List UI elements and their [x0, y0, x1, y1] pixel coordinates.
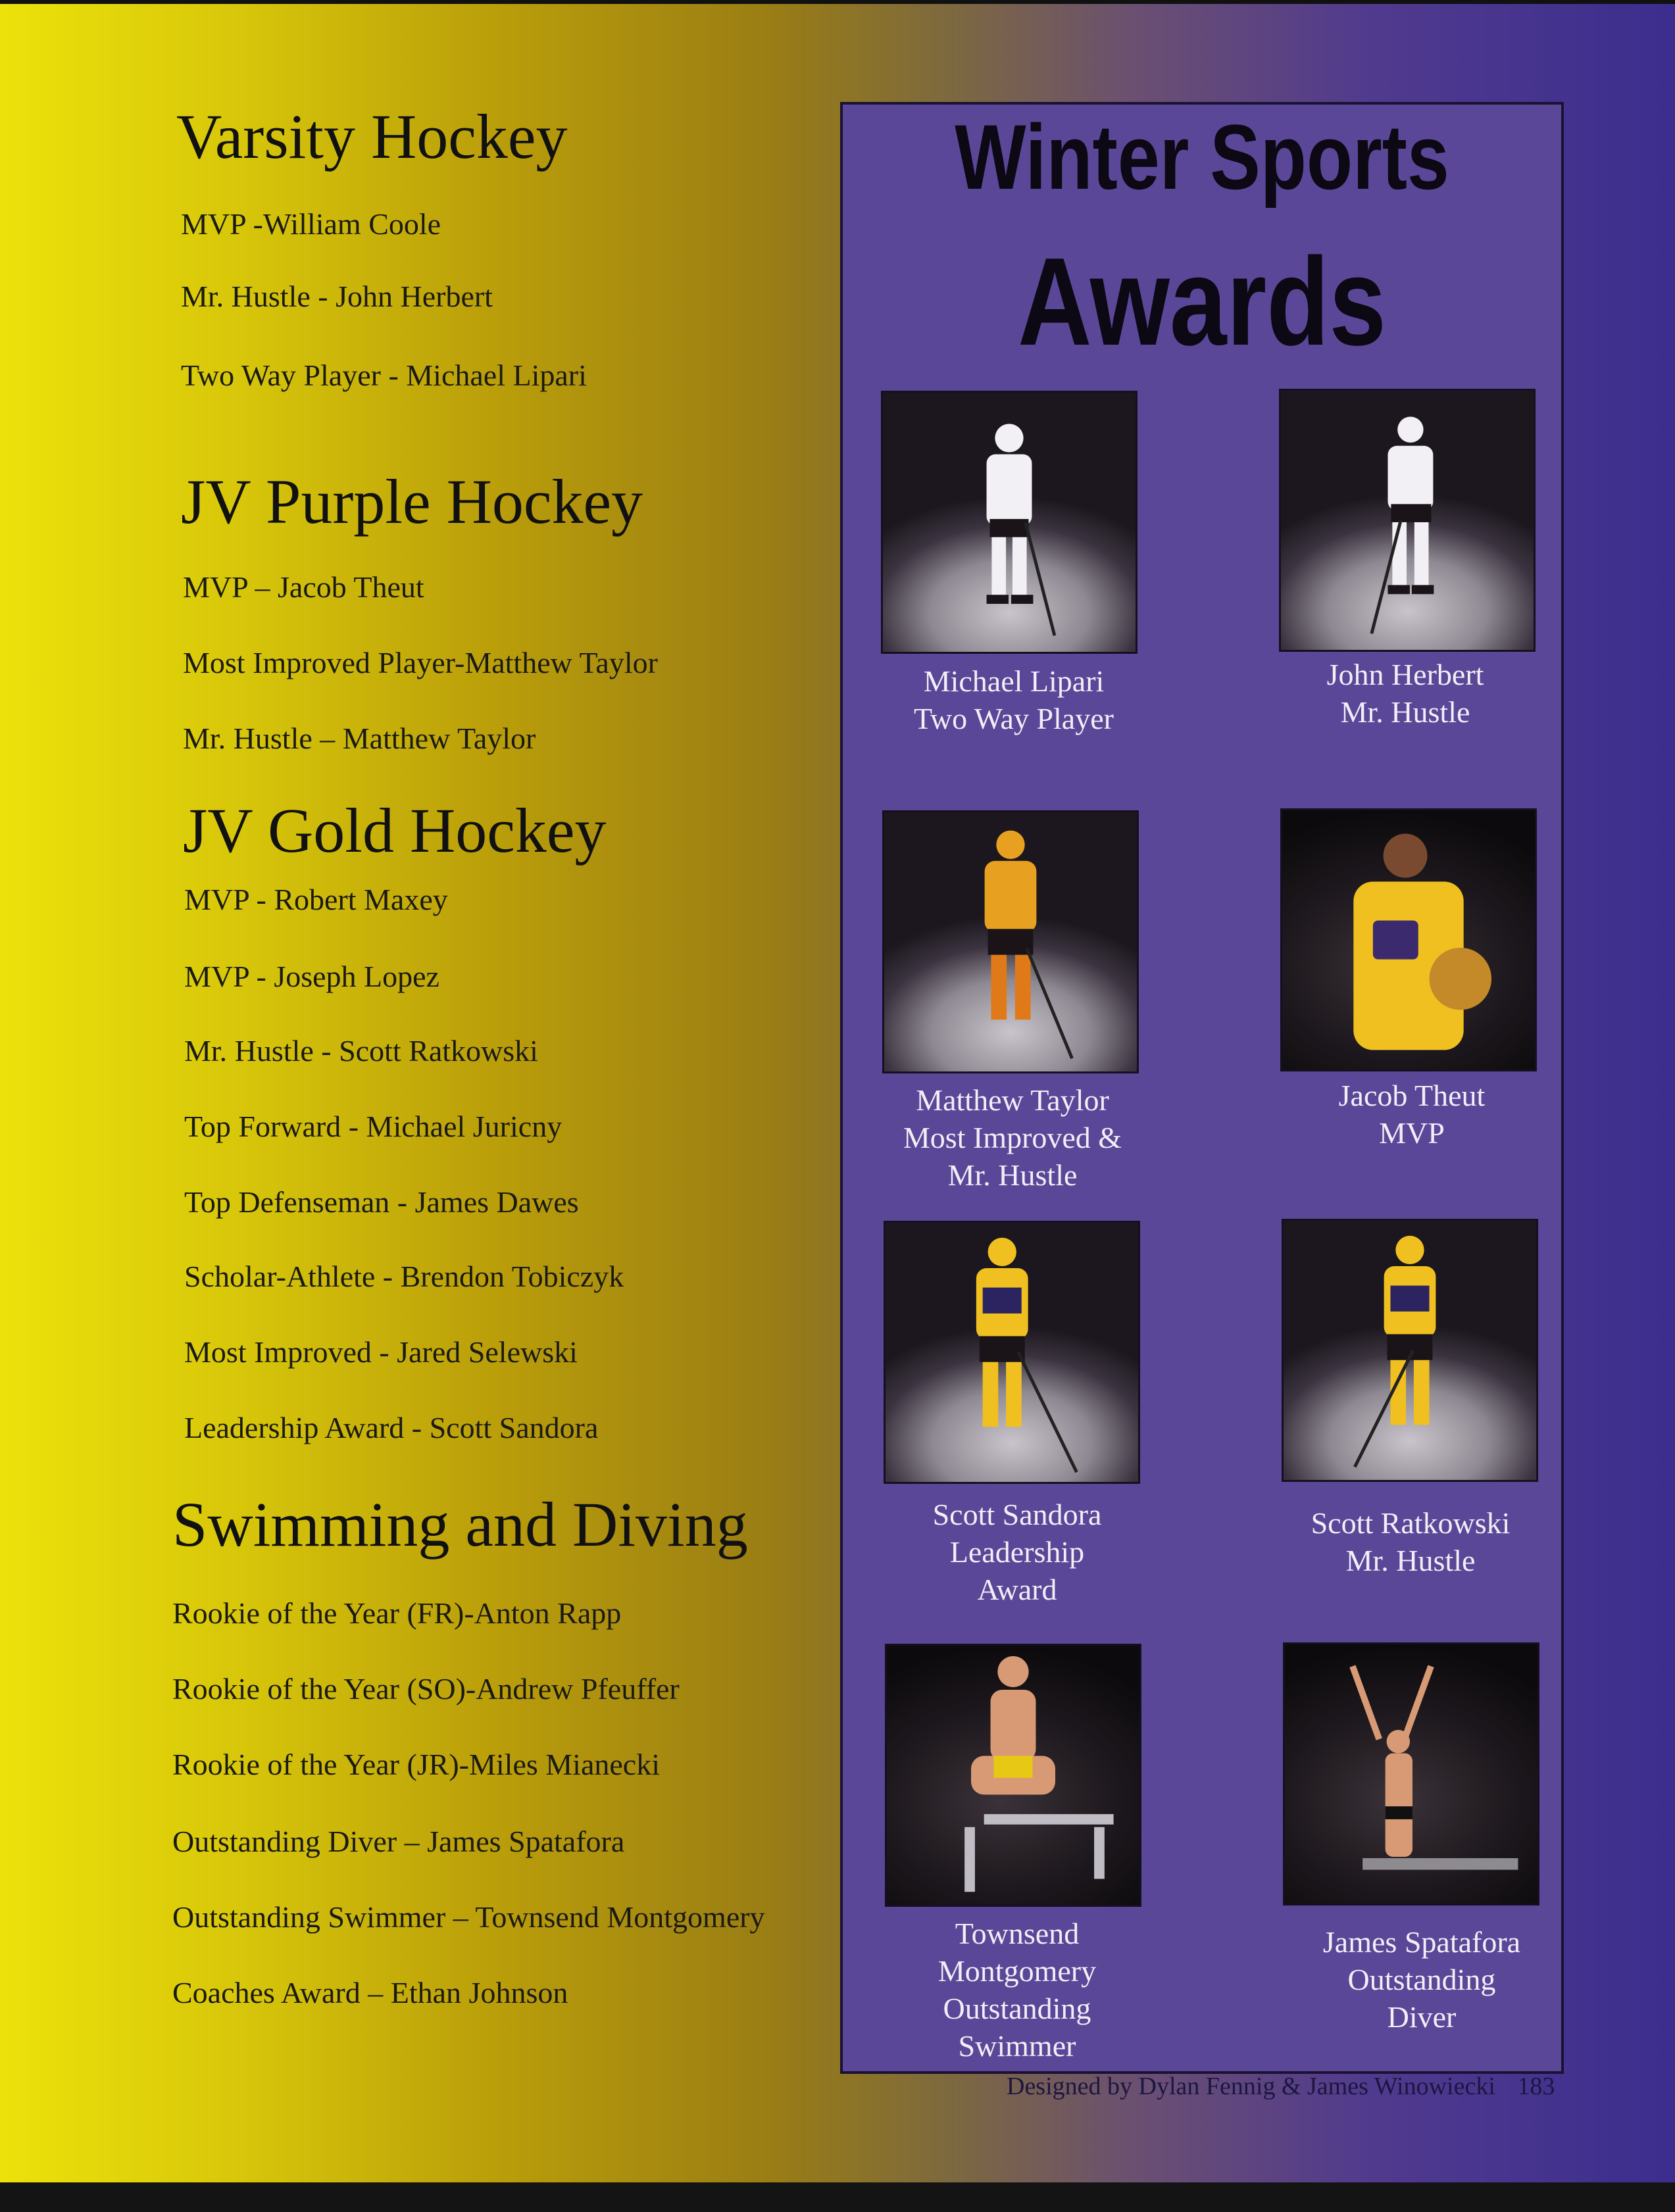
- athlete-photo: [882, 810, 1139, 1073]
- athlete-photo: [1279, 389, 1536, 652]
- photo-caption: Matthew Taylor Most Improved & Mr. Hustle: [903, 1083, 1122, 1192]
- award-line: Rookie of the Year (SO)-Andrew Pfeuffer: [172, 1672, 680, 1706]
- designer-credit: [1007, 2072, 1555, 2101]
- award-line: Top Forward - Michael Juricny: [184, 1110, 562, 1143]
- award-line: Outstanding Swimmer – Townsend Montgomery: [172, 1900, 765, 1934]
- award-line: MVP – Jacob Theut: [183, 570, 424, 604]
- photo-caption: Townsend Montgomery Outstanding Swimmer: [938, 1917, 1097, 2063]
- photo-caption: Scott Sandora Leadership Award: [932, 1498, 1102, 1606]
- award-line: Rookie of the Year (FR)-Anton Rapp: [172, 1596, 622, 1630]
- award-line: Rookie of the Year (JR)-Miles Mianecki: [172, 1748, 660, 1781]
- award-line: Scholar-Athlete - Brendon Tobiczyk: [184, 1260, 624, 1293]
- photo-caption: James Spatafora Outstanding Diver: [1322, 1925, 1521, 2034]
- photo-caption: Jacob Theut MVP: [1338, 1079, 1486, 1150]
- athlete-photo: [885, 1644, 1141, 1907]
- athlete-photo: [1282, 1219, 1538, 1482]
- award-line: Mr. Hustle - Scott Ratkowski: [184, 1034, 538, 1068]
- award-line: Most Improved - Jared Selewski: [184, 1335, 578, 1369]
- bottom-edge: [0, 2182, 1675, 2212]
- top-edge: [0, 0, 1675, 4]
- panel-title-line-2: Awards: [1018, 232, 1386, 372]
- award-line: Mr. Hustle - John Herbert: [181, 280, 493, 313]
- award-line: MVP - Joseph Lopez: [184, 960, 439, 993]
- award-line: MVP -William Coole: [181, 207, 441, 241]
- athlete-photo: [881, 391, 1138, 654]
- photo-caption: Michael Lipari Two Way Player: [914, 664, 1114, 735]
- section-title-jv-purple-hockey: JV Purple Hockey: [181, 466, 643, 537]
- athlete-photo: [884, 1221, 1140, 1484]
- award-line: Two Way Player - Michael Lipari: [181, 358, 587, 392]
- credit-text: Designed by Dylan Fennig & James Winowiecki: [1007, 2073, 1495, 2100]
- photo-caption: Scott Ratkowski Mr. Hustle: [1311, 1506, 1511, 1577]
- award-line: Outstanding Diver – James Spatafora: [172, 1825, 625, 1858]
- athlete-photo: [1280, 808, 1537, 1071]
- section-title-swimming-and-diving: Swimming and Diving: [172, 1489, 748, 1560]
- photo-caption: John Herbert Mr. Hustle: [1326, 658, 1484, 729]
- award-line: Most Improved Player-Matthew Taylor: [183, 646, 658, 679]
- athlete-photo: [1283, 1642, 1539, 1905]
- award-line: Coaches Award – Ethan Johnson: [172, 1976, 568, 2009]
- panel-title-line-1: Winter Sports: [955, 105, 1449, 209]
- section-title-jv-gold-hockey: JV Gold Hockey: [183, 795, 607, 866]
- section-title-varsity-hockey: Varsity Hockey: [176, 101, 568, 172]
- award-line: MVP - Robert Maxey: [184, 883, 448, 916]
- page-number: 183: [1517, 2073, 1555, 2100]
- award-line: Top Defenseman - James Dawes: [184, 1185, 579, 1219]
- award-line: Mr. Hustle – Matthew Taylor: [183, 722, 536, 755]
- awards-panel: [840, 102, 1564, 2074]
- award-line: Leadership Award - Scott Sandora: [184, 1411, 599, 1444]
